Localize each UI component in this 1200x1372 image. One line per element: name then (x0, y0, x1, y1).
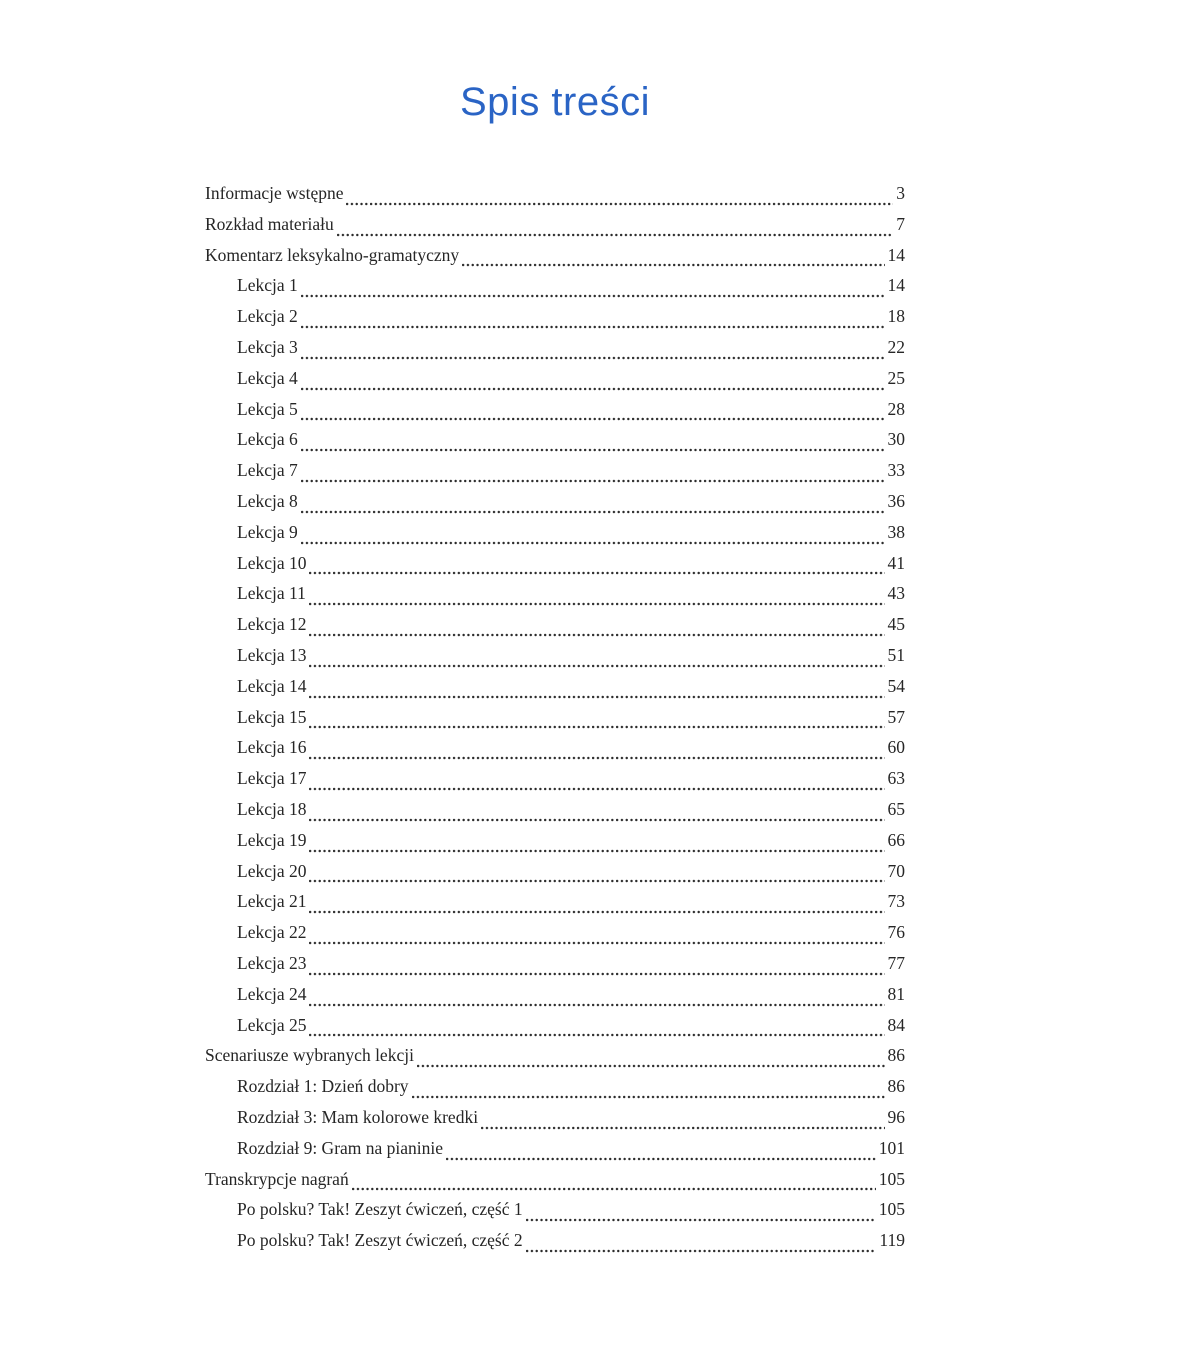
toc-entry-label: Lekcja 10 (237, 552, 307, 573)
toc-entry-label: Lekcja 7 (237, 460, 298, 481)
toc-entry[interactable] (205, 1076, 905, 1107)
dot-leader (301, 386, 885, 392)
toc-entry-page: 45 (887, 614, 905, 635)
page-title: Spis treści (460, 80, 650, 124)
toc-entry[interactable] (205, 553, 905, 584)
toc-entry[interactable] (205, 337, 905, 368)
toc-entry-label: Lekcja 18 (237, 798, 307, 819)
toc-entry-label: Lekcja 12 (237, 614, 307, 635)
toc-entry[interactable] (205, 522, 905, 553)
dot-leader (481, 1125, 884, 1131)
toc-entry-label: Lekcja 3 (237, 336, 298, 357)
toc-entry-page: 22 (887, 336, 905, 357)
toc-entry[interactable] (205, 1230, 905, 1261)
toc-entry-page: 14 (887, 244, 905, 265)
toc-entry[interactable] (205, 583, 905, 614)
toc-entry-label: Lekcja 4 (237, 367, 298, 388)
dot-leader (309, 878, 884, 884)
dot-leader (309, 940, 884, 946)
dot-leader (309, 909, 884, 915)
toc-entry-page: 18 (887, 306, 905, 327)
toc-entry[interactable] (205, 245, 905, 276)
toc-entry-page: 57 (887, 706, 905, 727)
toc-entry-page: 86 (887, 1045, 905, 1066)
dot-leader (462, 262, 884, 268)
dot-leader (301, 355, 885, 361)
toc-entry[interactable] (205, 676, 905, 707)
dot-leader (309, 848, 884, 854)
toc-entry-label: Lekcja 20 (237, 860, 307, 881)
toc-entry-label: Lekcja 19 (237, 829, 307, 850)
toc-entry[interactable] (205, 768, 905, 799)
toc-entry-page: 84 (887, 1014, 905, 1035)
toc-list (205, 183, 905, 1261)
toc-entry[interactable] (205, 183, 905, 214)
toc-entry-page: 105 (878, 1168, 905, 1189)
toc-entry-page: 73 (887, 891, 905, 912)
toc-entry-label: Komentarz leksykalno-gramatyczny (205, 244, 460, 265)
dot-leader (301, 509, 885, 515)
toc-entry[interactable] (205, 922, 905, 953)
toc-entry-label: Lekcja 11 (237, 583, 306, 604)
toc-entry[interactable] (205, 1045, 905, 1076)
toc-entry-label: Lekcja 14 (237, 675, 307, 696)
toc-entry-page: 81 (887, 983, 905, 1004)
toc-entry[interactable] (205, 306, 905, 337)
toc-entry[interactable] (205, 861, 905, 892)
toc-entry-label: Po polsku? Tak! Zeszyt ćwiczeń, część 1 (237, 1199, 523, 1220)
toc-entry[interactable] (205, 614, 905, 645)
toc-entry[interactable] (205, 830, 905, 861)
toc-entry-page: 65 (887, 798, 905, 819)
dot-leader (352, 1186, 876, 1192)
dot-leader (346, 201, 893, 207)
toc-entry-label: Po polsku? Tak! Zeszyt ćwiczeń, część 2 (237, 1230, 523, 1251)
toc-entry-page: 54 (887, 675, 905, 696)
toc-entry[interactable] (205, 429, 905, 460)
toc-entry[interactable] (205, 275, 905, 306)
toc-entry-page: 30 (887, 429, 905, 450)
toc-entry[interactable] (205, 645, 905, 676)
toc-entry-label: Rozdział 3: Mam kolorowe kredki (237, 1106, 479, 1127)
dot-leader (301, 324, 885, 330)
toc-entry[interactable] (205, 737, 905, 768)
toc-entry[interactable] (205, 1138, 905, 1169)
toc-entry-label: Lekcja 23 (237, 952, 307, 973)
toc-entry-label: Rozkład materiału (205, 213, 334, 234)
toc-entry-page: 33 (887, 460, 905, 481)
toc-entry-page: 25 (887, 367, 905, 388)
toc-entry[interactable] (205, 799, 905, 830)
toc-entry[interactable] (205, 707, 905, 738)
toc-entry[interactable] (205, 1199, 905, 1230)
toc-entry-page: 51 (887, 644, 905, 665)
toc-entry[interactable] (205, 460, 905, 491)
toc-entry-label: Lekcja 2 (237, 306, 298, 327)
toc-entry-page: 119 (879, 1230, 905, 1251)
dot-leader (309, 755, 884, 761)
toc-entry[interactable] (205, 214, 905, 245)
dot-leader (417, 1063, 885, 1069)
dot-leader (301, 540, 885, 546)
dot-leader (301, 293, 885, 299)
dot-leader (301, 478, 885, 484)
toc-entry-page: 86 (887, 1076, 905, 1097)
toc-entry-page: 28 (887, 398, 905, 419)
toc-entry[interactable] (205, 368, 905, 399)
toc-entry[interactable] (205, 953, 905, 984)
toc-entry-page: 38 (887, 521, 905, 542)
toc-entry-page: 60 (887, 737, 905, 758)
toc-entry-label: Lekcja 17 (237, 768, 307, 789)
dot-leader (309, 1032, 884, 1038)
toc-entry-label: Scenariusze wybranych lekcji (205, 1045, 414, 1066)
dot-leader (309, 694, 884, 700)
dot-leader (446, 1156, 876, 1162)
toc-entry-page: 70 (887, 860, 905, 881)
dot-leader (309, 663, 884, 669)
toc-entry-page: 7 (896, 213, 905, 234)
toc-entry-label: Lekcja 15 (237, 706, 307, 727)
toc-entry-label: Rozdział 1: Dzień dobry (237, 1076, 409, 1097)
toc-entry-page: 105 (878, 1199, 905, 1220)
toc-entry-label: Lekcja 13 (237, 644, 307, 665)
toc-entry-label: Lekcja 22 (237, 922, 307, 943)
toc-entry[interactable] (205, 891, 905, 922)
toc-entry-label: Lekcja 8 (237, 490, 298, 511)
toc-entry[interactable] (205, 1015, 905, 1046)
dot-leader (309, 601, 885, 607)
dot-leader (301, 416, 885, 422)
toc-entry[interactable] (205, 1107, 905, 1138)
dot-leader (309, 1002, 884, 1008)
dot-leader (526, 1217, 876, 1223)
toc-entry[interactable] (205, 984, 905, 1015)
toc-entry[interactable] (205, 491, 905, 522)
toc-entry-page: 43 (887, 583, 905, 604)
toc-entry-label: Lekcja 21 (237, 891, 307, 912)
toc-entry-label: Informacje wstępne (205, 183, 344, 203)
dot-leader (526, 1248, 877, 1254)
toc-entry-label: Lekcja 25 (237, 1014, 307, 1035)
dot-leader (309, 570, 884, 576)
toc-entry-page: 66 (887, 829, 905, 850)
toc-entry-page: 77 (887, 952, 905, 973)
toc-entry-page: 96 (887, 1106, 905, 1127)
toc-entry-page: 63 (887, 768, 905, 789)
toc-entry-label: Lekcja 16 (237, 737, 307, 758)
dot-leader (309, 632, 884, 638)
dot-leader (309, 786, 884, 792)
toc-entry-page: 101 (878, 1137, 905, 1158)
toc-entry-page: 76 (887, 922, 905, 943)
toc-entry-label: Lekcja 1 (237, 275, 298, 296)
toc-entry-page: 14 (887, 275, 905, 296)
toc-entry-label: Lekcja 5 (237, 398, 298, 419)
dot-leader (301, 447, 885, 453)
toc-entry-page: 3 (896, 183, 905, 203)
toc-entry[interactable] (205, 1169, 905, 1200)
toc-entry-label: Rozdział 9: Gram na pianinie (237, 1137, 444, 1158)
toc-entry-page: 41 (887, 552, 905, 573)
toc-entry-page: 36 (887, 490, 905, 511)
toc-entry-label: Lekcja 6 (237, 429, 298, 450)
dot-leader (337, 232, 893, 238)
dot-leader (309, 724, 884, 730)
dot-leader (412, 1094, 885, 1100)
toc-entry-label: Lekcja 24 (237, 983, 307, 1004)
toc-entry[interactable] (205, 399, 905, 430)
dot-leader (309, 971, 884, 977)
toc-entry-label: Transkrypcje nagrań (205, 1168, 349, 1189)
dot-leader (309, 817, 884, 823)
toc-entry-label: Lekcja 9 (237, 521, 298, 542)
